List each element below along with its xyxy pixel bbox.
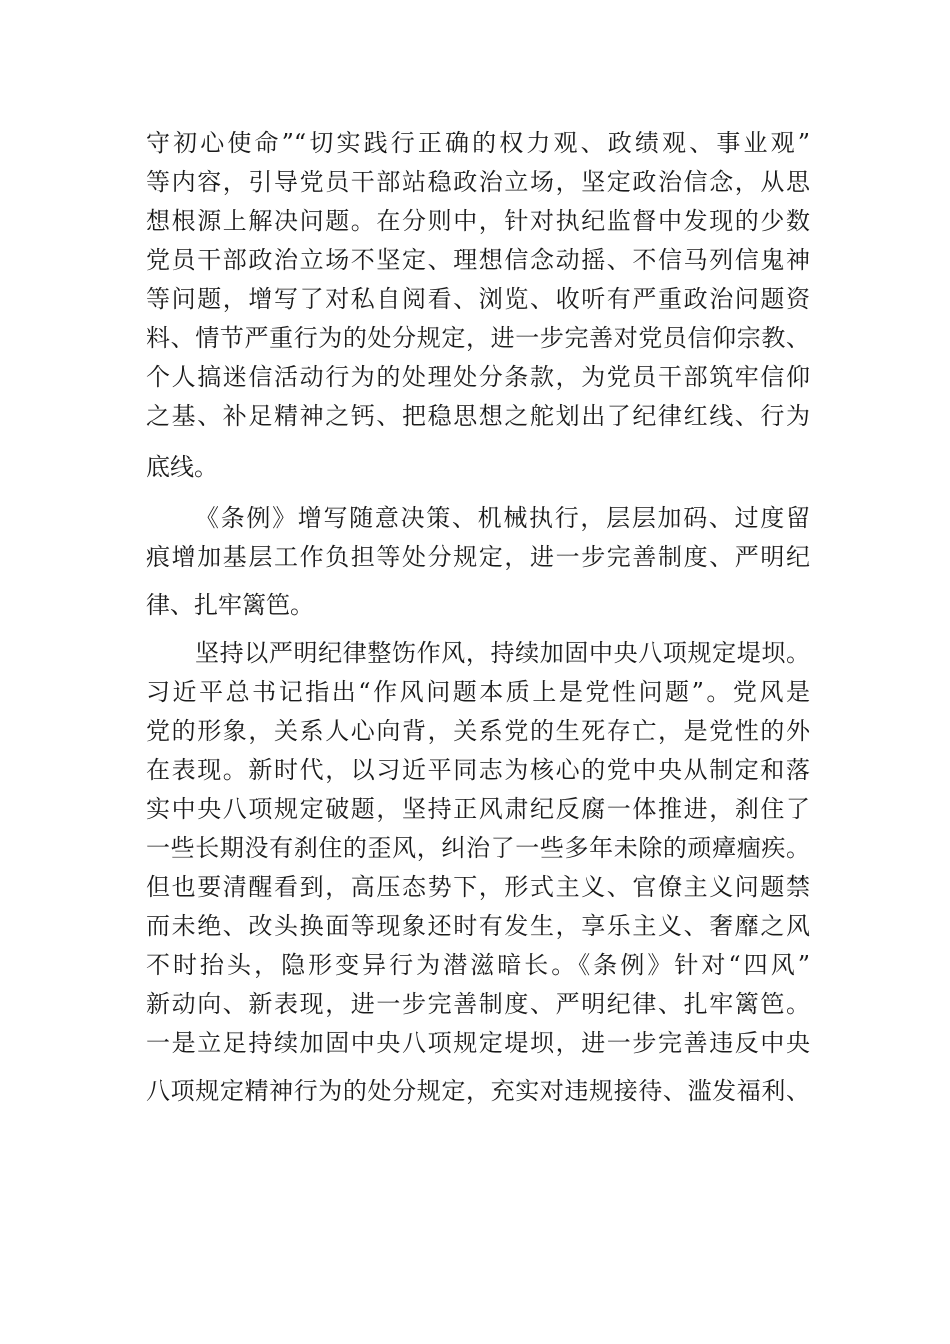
text-line: 实中央八项规定破题，坚持正风肃纪反腐一体推进，刹住了 [146,795,810,823]
text-line: 想根源上解决问题。在分则中，针对执纪监督中发现的少数 [146,207,810,235]
text-line: 在表现。新时代，以习近平同志为核心的党中央从制定和落 [146,756,810,784]
text-line: 律、扎牢篱笆。 [146,591,314,619]
text-line: 等问题，增写了对私自阅看、浏览、收听有严重政治问题资 [146,285,810,313]
text-line: 党员干部政治立场不坚定、理想信念动摇、不信马列信鬼神 [146,246,810,274]
paragraph-first-line: 坚持以严明纪律整饬作风，持续加固中央八项规定堤坝。 [195,639,810,667]
text-line: 而未绝、改头换面等现象还时有发生，享乐主义、奢靡之风 [146,912,810,940]
text-line: 习近平总书记指出“作风问题本质上是党性问题”。党风是 [146,678,810,706]
text-line: 八项规定精神行为的处分规定，充实对违规接待、滥发福利、 [146,1077,810,1105]
text-line: 一些长期没有刹住的歪风，纠治了一些多年未除的顽瘴痼疾。 [146,834,810,862]
paragraph-first-line: 《条例》增写随意决策、机械执行，层层加码、过度留 [195,504,810,532]
text-line: 守初心使命”“切实践行正确的权力观、政绩观、事业观” [146,129,810,157]
text-line: 新动向、新表现，进一步完善制度、严明纪律、扎牢篱笆。 [146,990,810,1018]
text-line: 痕增加基层工作负担等处分规定，进一步完善制度、严明纪 [146,543,810,571]
text-line: 但也要清醒看到，高压态势下，形式主义、官僚主义问题禁 [146,873,810,901]
text-line: 个人搞迷信活动行为的处理处分条款，为党员干部筑牢信仰 [146,363,810,391]
text-line: 党的形象，关系人心向背，关系党的生死存亡，是党性的外 [146,717,810,745]
text-line: 不时抬头，隐形变异行为潜滋暗长。《条例》针对“四风” [146,951,810,979]
text-line: 一是立足持续加固中央八项规定堤坝，进一步完善违反中央 [146,1029,810,1057]
text-line: 底线。 [146,453,218,481]
text-line: 之基、补足精神之钙、把稳思想之舵划出了纪律红线、行为 [146,402,810,430]
text-line: 等内容，引导党员干部站稳政治立场，坚定政治信念，从思 [146,168,810,196]
text-line: 料、情节严重行为的处分规定，进一步完善对党员信仰宗教、 [146,324,810,352]
